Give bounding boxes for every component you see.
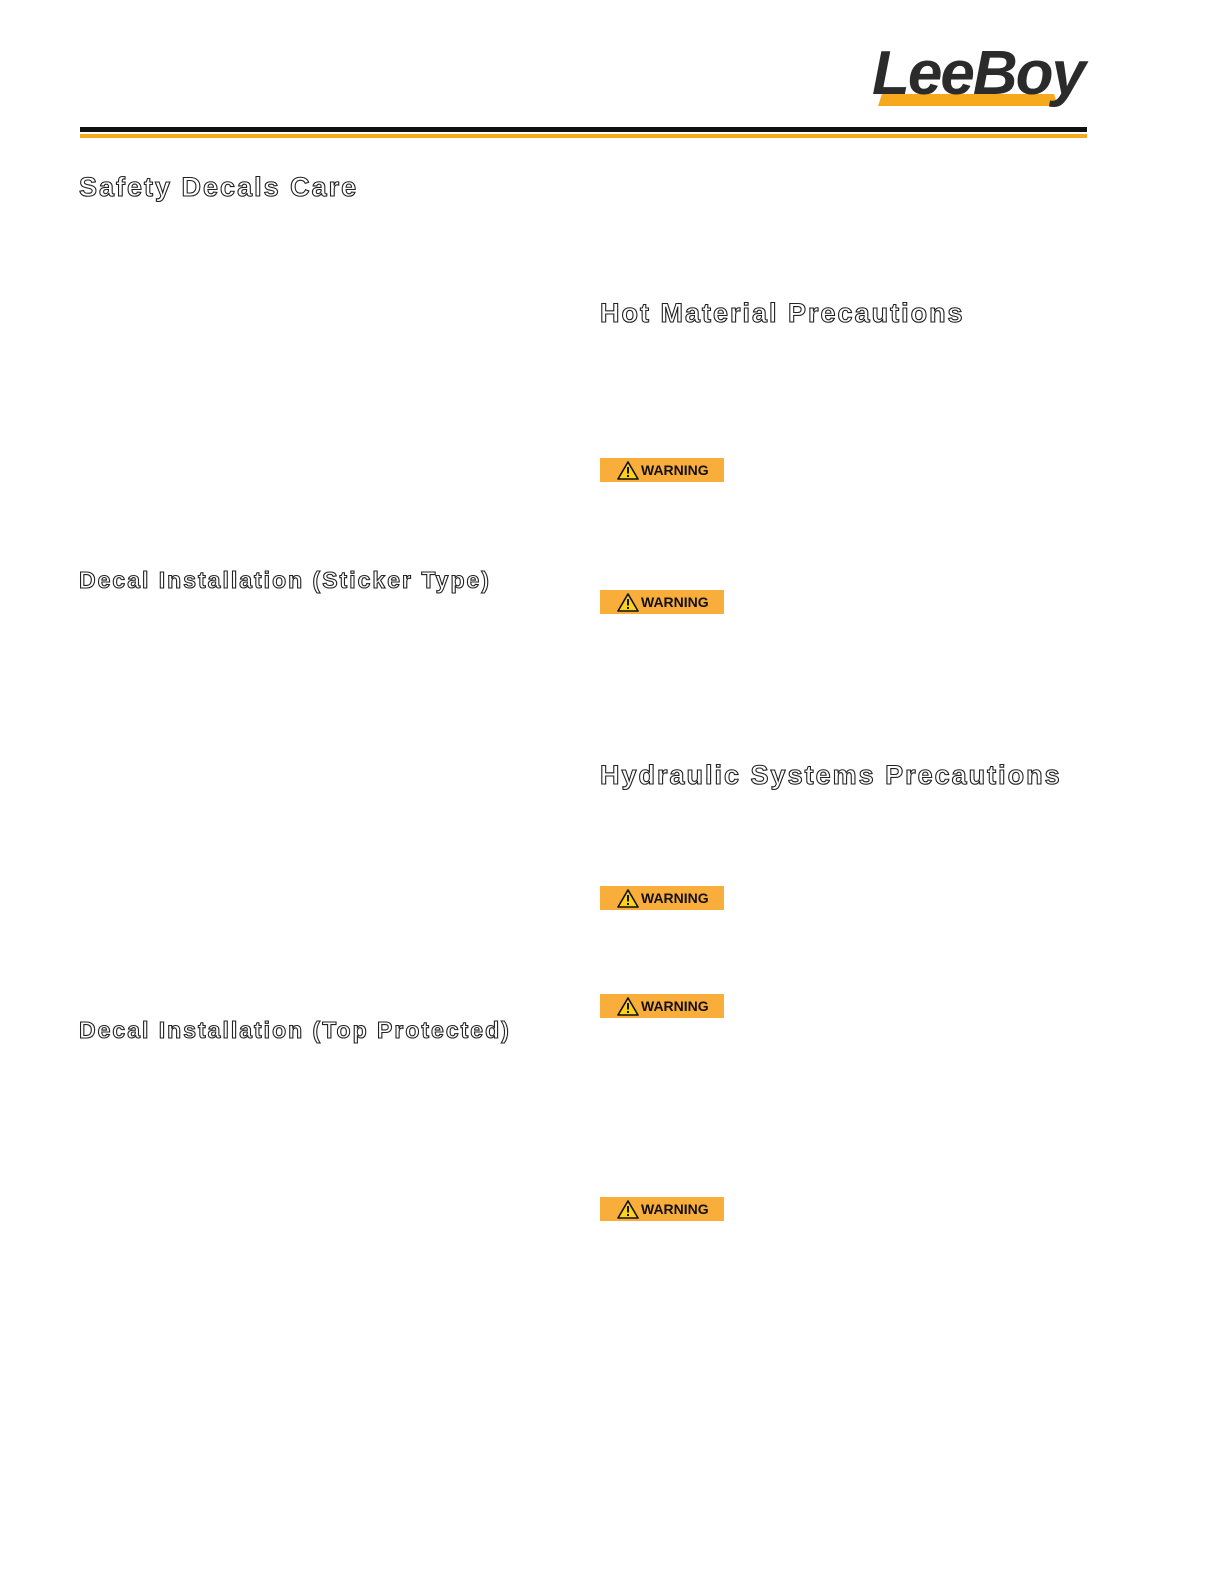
warning-triangle-icon: [617, 461, 639, 480]
warning-text: WARNING: [641, 594, 709, 610]
leeboy-logo: [868, 36, 1092, 118]
warning-label: [600, 1197, 724, 1221]
warning-label: [600, 886, 724, 910]
warning-label: [600, 458, 724, 482]
heading-hot-material-precautions: Hot Material Precautions: [600, 298, 965, 328]
heading-decal-installation-sticker: Decal Installation (Sticker Type): [79, 567, 491, 593]
warning-triangle-icon: [617, 997, 639, 1016]
warning-label: [600, 994, 724, 1018]
warning-text: WARNING: [641, 1201, 709, 1217]
warning-label: [600, 590, 724, 614]
header-rule-gold: [80, 134, 1087, 138]
warning-text: WARNING: [641, 998, 709, 1014]
warning-triangle-icon: [617, 889, 639, 908]
warning-triangle-icon: [617, 1200, 639, 1219]
heading-decal-installation-top-protected: Decal Installation (Top Protected): [79, 1017, 511, 1043]
heading-hydraulic-systems-precautions: Hydraulic Systems Precautions: [600, 760, 1062, 790]
heading-safety-decals-care: Safety Decals Care: [79, 172, 359, 202]
header-rule-black: [80, 127, 1087, 132]
warning-text: WARNING: [641, 462, 709, 478]
warning-triangle-icon: [617, 593, 639, 612]
warning-text: WARNING: [641, 890, 709, 906]
svg-text:LeeBoy: LeeBoy: [872, 39, 1084, 108]
